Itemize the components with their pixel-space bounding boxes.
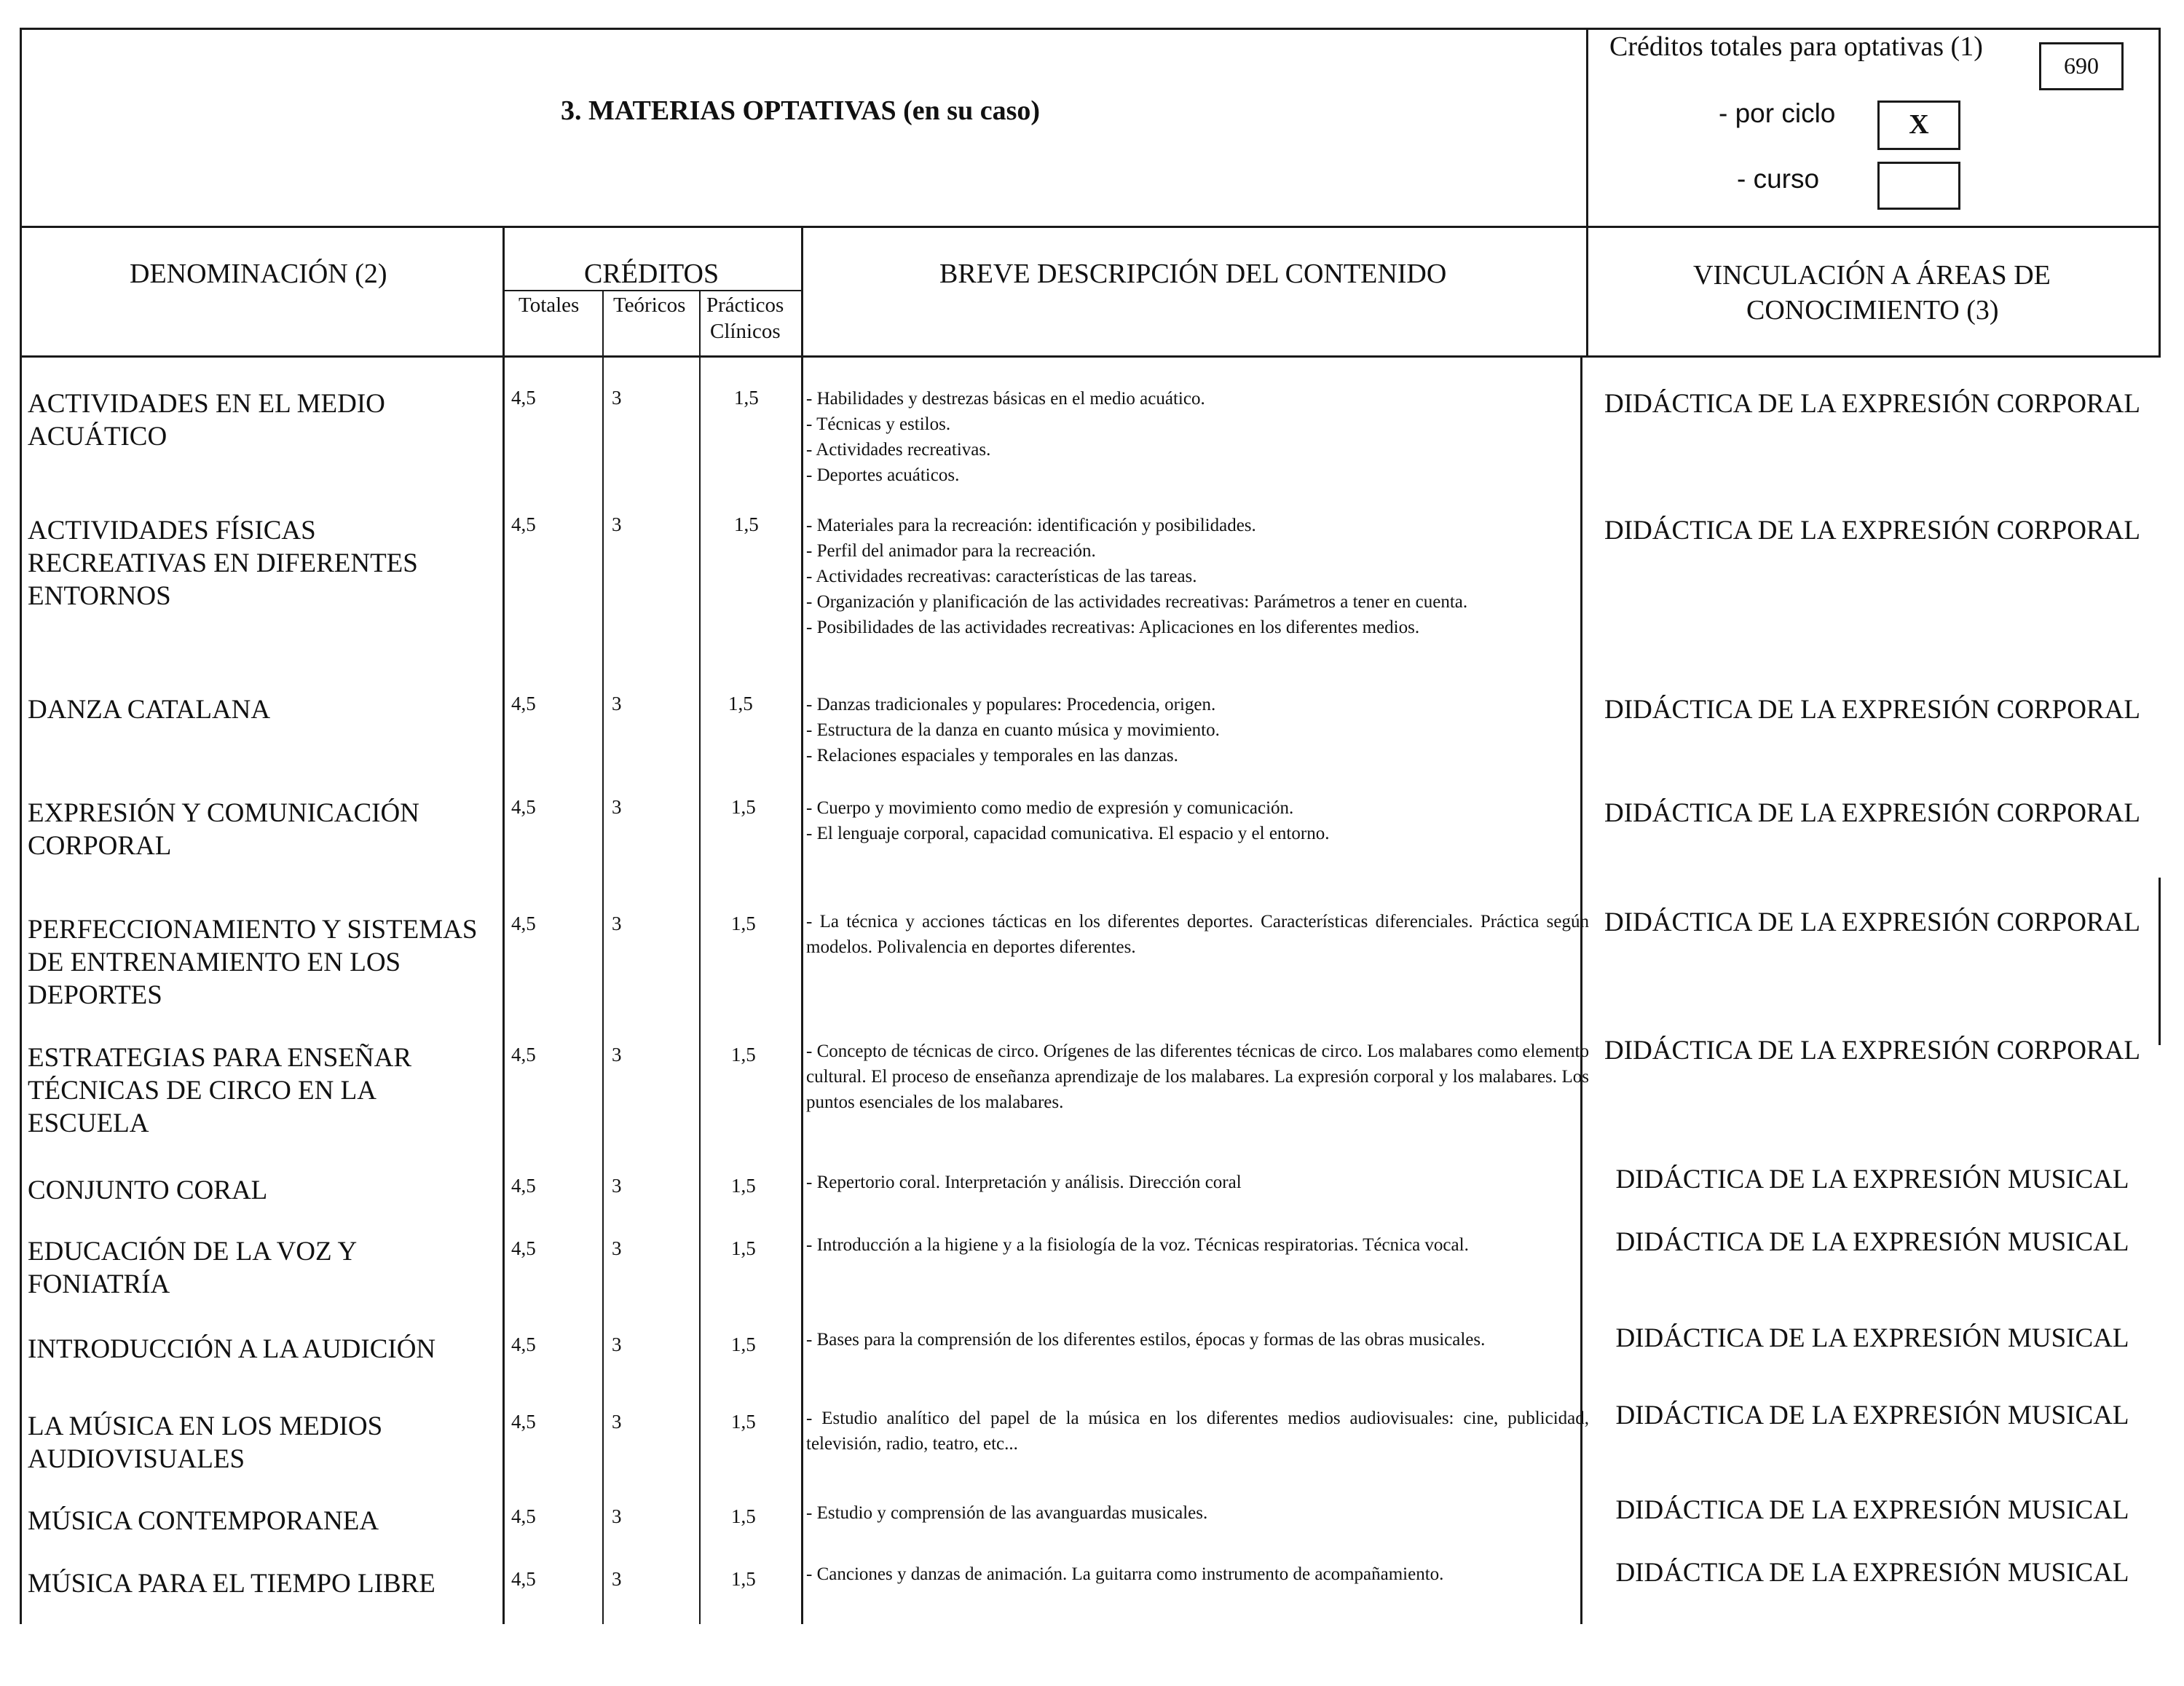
row-1-desc-line: - Deportes acuáticos. — [806, 465, 960, 485]
frame-right-lower — [2159, 878, 2161, 1045]
row-5-totales: 4,5 — [511, 913, 536, 934]
row-9-name: INTRODUCCIÓN A LA AUDICIÓN — [28, 1334, 436, 1364]
row-11-practicos: 1,5 — [731, 1505, 756, 1527]
row-5-description — [806, 909, 1589, 960]
col-divider-totales — [602, 291, 604, 1624]
por-ciclo-mark: X — [1909, 109, 1929, 141]
curso-label: - curso — [1737, 164, 1820, 194]
row-1-teoricos: 3 — [612, 387, 622, 409]
row-4-desc-line: - El lenguaje corporal, capacidad comunicativa. El espacio y el entorno. — [806, 824, 1330, 843]
frame-top — [20, 28, 2161, 30]
row-1-name: ACTIVIDADES EN EL MEDIO ACUÁTICO — [28, 389, 385, 452]
row-2-desc-line: - Actividades recreativas: características de las tareas. — [806, 567, 1197, 586]
row-7-desc-line: - Repertorio coral. Interpretación y análisis. Dirección coral — [806, 1173, 1242, 1192]
col-divider-practicos — [801, 226, 803, 1624]
col-header-clinicos: Clínicos — [710, 320, 781, 343]
row-4-practicos: 1,5 — [731, 796, 756, 818]
credits-total-box — [2039, 42, 2124, 90]
row-11-description — [806, 1500, 1589, 1526]
row-5-area: DIDÁCTICA DE LA EXPRESIÓN CORPORAL — [1604, 907, 2140, 937]
row-9-description — [806, 1327, 1589, 1352]
row-2-teoricos: 3 — [612, 513, 622, 535]
row-1-totales: 4,5 — [511, 387, 536, 409]
row-5-teoricos: 3 — [612, 913, 622, 934]
frame-right — [2159, 28, 2161, 355]
row-1-area: DIDÁCTICA DE LA EXPRESIÓN CORPORAL — [1604, 389, 2140, 419]
por-ciclo-label: - por ciclo — [1719, 98, 1836, 128]
row-3-description — [806, 692, 1589, 768]
row-2-desc-line: - Posibilidades de las actividades recreativas: Aplicaciones en los diferentes medios. — [806, 618, 1420, 637]
row-2-desc-line: - Perfil del animador para la recreación. — [806, 541, 1096, 561]
row-3-area: DIDÁCTICA DE LA EXPRESIÓN CORPORAL — [1604, 695, 2140, 725]
row-6-name: ESTRATEGIAS PARA ENSEÑAR TÉCNICAS DE CIRCO EN LA ESCUELA — [28, 1043, 411, 1138]
row-11-teoricos: 3 — [612, 1505, 622, 1527]
col-header-descripcion: BREVE DESCRIPCIÓN DEL CONTENIDO — [939, 259, 1447, 289]
row-4-desc-line: - Cuerpo y movimiento como medio de expresión y comunicación. — [806, 798, 1294, 818]
row-7-description — [806, 1170, 1589, 1195]
row-7-area: DIDÁCTICA DE LA EXPRESIÓN MUSICAL — [1615, 1165, 2129, 1194]
row-9-area: DIDÁCTICA DE LA EXPRESIÓN MUSICAL — [1615, 1323, 2129, 1353]
row-1-desc-line: - Habilidades y destrezas básicas en el medio acuático. — [806, 389, 1205, 409]
section-title: 3. MATERIAS OPTATIVAS (en su caso) — [561, 95, 1041, 126]
row-3-desc-line: - Danzas tradicionales y populares: Procedencia, origen. — [806, 695, 1216, 714]
row-1-desc-line: - Técnicas y estilos. — [806, 414, 951, 434]
por-ciclo-checkbox[interactable] — [1877, 101, 1960, 150]
credits-total-value: 690 — [2064, 52, 2099, 79]
row-3-totales: 4,5 — [511, 693, 536, 714]
row-7-name: CONJUNTO CORAL — [28, 1175, 268, 1205]
col-header-teoricos: Teóricos — [613, 294, 686, 317]
row-10-description — [806, 1406, 1589, 1457]
row-12-desc-line: - Canciones y danzas de animación. La guitarra como instrumento de acompañamiento. — [806, 1564, 1444, 1584]
row-1-description — [806, 386, 1589, 488]
row-6-totales: 4,5 — [511, 1044, 536, 1065]
col-divider-teoricos — [699, 291, 701, 1624]
row-10-practicos: 1,5 — [731, 1411, 756, 1433]
row-4-totales: 4,5 — [511, 796, 536, 818]
row-1-practicos: 1,5 — [734, 387, 759, 409]
row-4-area: DIDÁCTICA DE LA EXPRESIÓN CORPORAL — [1604, 798, 2140, 828]
col-header-practicos: Prácticos — [706, 294, 784, 317]
row-4-teoricos: 3 — [612, 796, 622, 818]
row-9-teoricos: 3 — [612, 1334, 622, 1355]
row-12-totales: 4,5 — [511, 1568, 536, 1590]
row-5-name: PERFECCIONAMIENTO Y SISTEMAS DE ENTRENAMIENTO EN LOS DEPORTES — [28, 915, 478, 1010]
row-7-practicos: 1,5 — [731, 1175, 756, 1197]
column-header-divider — [20, 355, 2161, 358]
row-5-practicos: 1,5 — [731, 913, 756, 934]
row-12-description — [806, 1561, 1589, 1587]
row-11-totales: 4,5 — [511, 1505, 536, 1527]
row-8-description — [806, 1232, 1589, 1258]
row-8-area: DIDÁCTICA DE LA EXPRESIÓN MUSICAL — [1615, 1227, 2129, 1257]
row-9-practicos: 1,5 — [731, 1334, 756, 1355]
row-7-teoricos: 3 — [612, 1175, 622, 1197]
row-6-description — [806, 1039, 1589, 1115]
row-9-desc-line: - Bases para la comprensión de los diferentes estilos, épocas y formas de las obras musicales. — [806, 1330, 1486, 1350]
row-8-name: EDUCACIÓN DE LA VOZ Y FONIATRÍA — [28, 1237, 356, 1299]
row-6-area: DIDÁCTICA DE LA EXPRESIÓN CORPORAL — [1604, 1036, 2140, 1065]
credits-total-label: Créditos totales para optativas (1) — [1609, 31, 1983, 62]
row-2-area: DIDÁCTICA DE LA EXPRESIÓN CORPORAL — [1604, 516, 2140, 545]
row-12-practicos: 1,5 — [731, 1568, 756, 1590]
col-header-vinculacion-1: VINCULACIÓN A ÁREAS DE — [1693, 260, 2051, 291]
row-2-desc-line: - Materiales para la recreación: identificación y posibilidades. — [806, 516, 1256, 535]
row-1-desc-line: - Actividades recreativas. — [806, 440, 991, 460]
row-3-teoricos: 3 — [612, 693, 622, 714]
row-2-totales: 4,5 — [511, 513, 536, 535]
row-8-desc-line: - Introducción a la higiene y a la fisiología de la voz. Técnicas respiratorias. Técnica vocal. — [806, 1235, 1469, 1255]
col-header-vinculacion-2: CONOCIMIENTO (3) — [1746, 295, 1999, 326]
header-divider — [20, 226, 2161, 228]
row-10-teoricos: 3 — [612, 1411, 622, 1433]
row-2-name: ACTIVIDADES FÍSICAS RECREATIVAS EN DIFERENTES ENTORNOS — [28, 516, 418, 611]
row-6-desc-line: - Concepto de técnicas de circo. Orígenes de las diferentes técnicas de circo. Los malabares como elemento cultural. El proceso de enseñanza aprendizaje de los malabares. La expresión corporal y los malabares. Los puntos esenciales de los malabares. — [806, 1041, 1589, 1112]
row-2-desc-line: - Organización y planificación de las actividades recreativas: Parámetros a tener en cuenta. — [806, 592, 1468, 612]
row-11-area: DIDÁCTICA DE LA EXPRESIÓN MUSICAL — [1615, 1495, 2129, 1525]
row-6-practicos: 1,5 — [731, 1044, 756, 1065]
frame-left — [20, 28, 22, 1624]
col-divider-name — [502, 226, 505, 1624]
col-header-totales: Totales — [519, 294, 580, 317]
creditos-subdivider — [502, 290, 802, 291]
row-7-totales: 4,5 — [511, 1175, 536, 1197]
row-4-name: EXPRESIÓN Y COMUNICACIÓN CORPORAL — [28, 798, 419, 861]
row-12-area: DIDÁCTICA DE LA EXPRESIÓN MUSICAL — [1615, 1558, 2129, 1588]
row-2-practicos: 1,5 — [734, 513, 759, 535]
row-3-practicos: 1,5 — [728, 693, 753, 714]
row-10-totales: 4,5 — [511, 1411, 536, 1433]
curso-checkbox[interactable] — [1877, 162, 1960, 210]
row-2-description — [806, 513, 1589, 640]
row-11-name: MÚSICA CONTEMPORANEA — [28, 1506, 379, 1536]
row-8-teoricos: 3 — [612, 1237, 622, 1259]
row-5-desc-line: - La técnica y acciones tácticas en los diferentes deportes. Características diferenciales. Práctica según modelos. Polivalencia en deportes diferentes. — [806, 912, 1589, 957]
row-10-area: DIDÁCTICA DE LA EXPRESIÓN MUSICAL — [1615, 1401, 2129, 1430]
top-right-vertical — [1586, 28, 1588, 357]
row-12-teoricos: 3 — [612, 1568, 622, 1590]
col-header-denominacion: DENOMINACIÓN (2) — [130, 259, 387, 289]
row-10-name: LA MÚSICA EN LOS MEDIOS AUDIOVISUALES — [28, 1411, 383, 1474]
row-10-desc-line: - Estudio analítico del papel de la música en los diferentes medios audiovisuales: cine, publicidad, televisión, radio, teatro, etc... — [806, 1409, 1589, 1454]
col-header-creditos: CRÉDITOS — [584, 259, 720, 289]
row-4-description — [806, 795, 1589, 846]
row-6-teoricos: 3 — [612, 1044, 622, 1065]
row-12-name: MÚSICA PARA EL TIEMPO LIBRE — [28, 1569, 435, 1599]
row-3-name: DANZA CATALANA — [28, 695, 271, 725]
row-11-desc-line: - Estudio y comprensión de las avanguardas musicales. — [806, 1503, 1208, 1523]
row-9-totales: 4,5 — [511, 1334, 536, 1355]
row-8-totales: 4,5 — [511, 1237, 536, 1259]
row-3-desc-line: - Estructura de la danza en cuanto música y movimiento. — [806, 720, 1220, 740]
row-8-practicos: 1,5 — [731, 1237, 756, 1259]
row-3-desc-line: - Relaciones espaciales y temporales en las danzas. — [806, 746, 1178, 765]
